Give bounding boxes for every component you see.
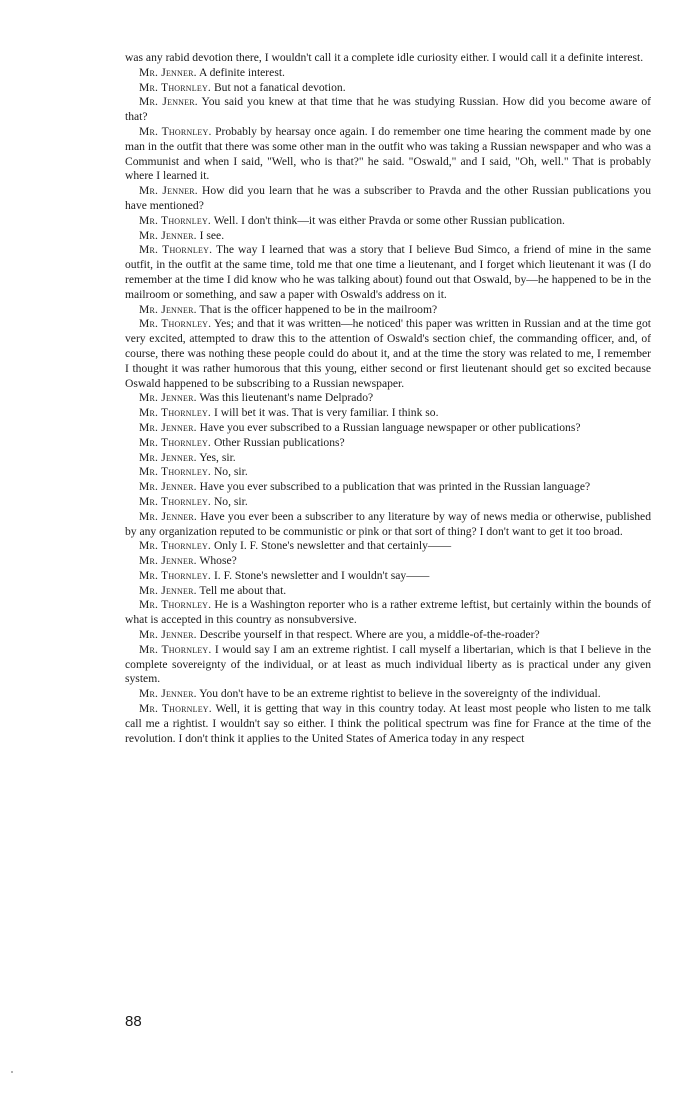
paragraph-text: Tell me about that. [199,583,287,597]
paragraph-text: Probably by hearsay once again. I do remember one time hearing the comment made by one man in the outfit that there was some other man in the outfit who was taking a Russian newspaper and who was a Communist and when I said, "Well, who is that?" he said. "Oswald," and I said, "Oh, well." That is probably where I learned it. [125,124,652,183]
speaker-label: Mr. Jenner. [139,509,198,523]
paragraph-text: Well, it is getting that way in this country today. At least most people who listen to me talk call me a rightist. I wouldn't say so either. I think the political spectrum was fine for France at the time of the revolution. I don't think it applies to the United States of America today in any respect [125,702,651,745]
speaker-label: Mr. Thornley. [139,213,212,227]
paragraph-text: The way I learned that was a story that I believe Bud Simco, a friend of mine in the same outfit, in the outfit at the same time, told me that one time a lieutenant, and I forget which lieutenant it was (I do remember at the time I did know who he was talking about) found out that Oswald, by—he happened to be in the mailroom or something, and saw a paper with Oswald's address on it. [125,243,651,301]
paragraph-text: That is the officer happened to be in the mailroom? [199,302,438,316]
testimony-paragraph [125,229,651,244]
speaker-label: Mr. Jenner. [139,95,198,109]
paragraph-text: Have you ever been a subscriber to any literature by way of news media or otherwise, published by any organization reputed to be communistic or pink or that sort of thing? I don't want to get it too broad. [125,509,651,538]
testimony-paragraph [125,303,651,318]
speaker-label: Mr. Thornley. [139,702,212,716]
speaker-label: Mr. Jenner. [139,554,197,568]
paragraph-text: Describe yourself in that respect. Where are you, a middle-of-the-roader? [199,628,540,642]
paragraph-text: Was this lieutenant's name Delprado? [199,391,374,405]
paragraph-text: Whose? [199,554,237,568]
testimony-paragraph [125,436,651,451]
paragraph-text: I will bet it was. That is very familiar. I think so. [213,406,439,420]
paragraph-text: Have you ever subscribed to a Russian language newspaper or other publications? [199,420,581,434]
paragraph-text: Well. I don't think—it was either Pravda or some other Russian publication. [213,213,565,227]
speaker-label: Mr. Jenner. [139,184,198,198]
speaker-label: Mr. Jenner. [139,628,197,642]
testimony-paragraph [125,95,651,125]
paragraph-text: No, sir. [213,465,248,479]
paragraph-text: Have you ever subscribed to a publication that was printed in the Russian language? [199,480,591,494]
testimony-paragraph [125,510,651,540]
testimony-paragraph [125,643,651,687]
testimony-paragraph [125,125,651,184]
speaker-label: Mr. Thornley. [139,539,212,553]
speaker-label: Mr. Jenner. [139,420,197,434]
testimony-paragraph [125,495,651,510]
speaker-label: Mr. Thornley. [139,406,212,420]
speaker-label: Mr. Thornley. [139,80,212,94]
testimony-paragraph [125,687,651,702]
testimony-paragraph [125,569,651,584]
paragraph-text: No, sir. [213,494,248,508]
speaker-label: Mr. Jenner. [139,687,197,701]
paragraph-text: He is a Washington reporter who is a rather extreme leftist, but certainly within the bounds of what is accepted in this country as nonsubversive. [125,598,651,627]
paragraph-text: Yes; and that it was written—he noticed' this paper was written in Russian and at the time got very excited, attempted to draw this to the attention of Oswald's section chief, the commanding officer, and, of course, there was nothing these people could do about it, and at the time the story was related to me, I remember I thought it was rather humorous that this young, either second or first lieutenant should get so excited because Oswald happened to be subscribing to a Russian newspaper. [125,317,651,390]
paragraph-text: I would say I am an extreme rightist. I call myself a libertarian, which is that I believe in the complete sovereignty of the individual, or at least as much individual liberty as is practical under any given system. [125,642,651,686]
testimony-paragraph [125,184,651,214]
paragraph-text: You don't have to be an extreme rightist to believe in the sovereignty of the individual. [199,687,601,701]
paragraph-text: A definite interest. [198,65,285,79]
testimony-paragraph [125,214,651,229]
speaker-label: Mr. Thornley. [139,598,212,612]
testimony-paragraph [125,451,651,466]
speaker-label: Mr. Jenner. [139,391,197,405]
paragraph-text: I see. [199,228,225,242]
speaker-label: Mr. Thornley. [139,494,212,508]
page-number: 88 [125,1013,142,1030]
testimony-paragraph [125,480,651,495]
testimony-paragraph [125,584,651,599]
speaker-label: Mr. Thornley. [139,124,212,138]
speaker-label: Mr. Thornley. [139,568,212,582]
paragraph-text: was any rabid devotion there, I wouldn't call it a complete idle curiosity either. I would call it a definite interest. [125,51,644,64]
paragraph-text: But not a fanatical devotion. [213,80,346,94]
speaker-label: Mr. Thornley. [139,317,212,331]
paragraph-text: Other Russian publications? [213,435,345,449]
speaker-label: Mr. Thornley. [139,465,212,479]
testimony-paragraph [125,391,651,406]
testimony-paragraph [125,628,651,643]
paragraph-text: You said you knew at that time that he was studying Russian. How did you become aware of that? [125,95,652,124]
paragraph-text: Yes, sir. [199,450,236,464]
testimony-paragraph [125,81,651,96]
speaker-label: Mr. Thornley. [139,435,212,449]
testimony-text [125,51,651,746]
testimony-paragraph [125,702,651,746]
speaker-label: Mr. Jenner. [139,228,197,242]
testimony-paragraph [125,317,651,391]
testimony-paragraph [125,598,651,628]
speaker-label: Mr. Thornley. [139,642,212,656]
testimony-paragraph [125,406,651,421]
testimony-paragraph [125,66,651,81]
speaker-label: Mr. Jenner. [139,302,197,316]
speaker-label: Mr. Jenner. [139,480,197,494]
speaker-label: Mr. Thornley. [139,243,213,257]
paragraph-text: I. F. Stone's newsletter and I wouldn't say—— [213,568,430,582]
testimony-paragraph [125,421,651,436]
speaker-label: Mr. Jenner. [139,450,197,464]
testimony-paragraph [125,465,651,480]
paragraph-text: How did you learn that he was a subscriber to Pravda and the other Russian publications you have mentioned? [125,184,651,212]
speaker-label: Mr. Jenner. [139,65,197,79]
paragraph-text: Only I. F. Stone's newsletter and that certainly—— [213,539,452,553]
testimony-paragraph [125,243,651,302]
scan-speck [11,1071,13,1073]
testimony-paragraph [125,51,651,66]
testimony-paragraph [125,539,651,554]
speaker-label: Mr. Jenner. [139,583,197,597]
testimony-paragraph [125,554,651,569]
